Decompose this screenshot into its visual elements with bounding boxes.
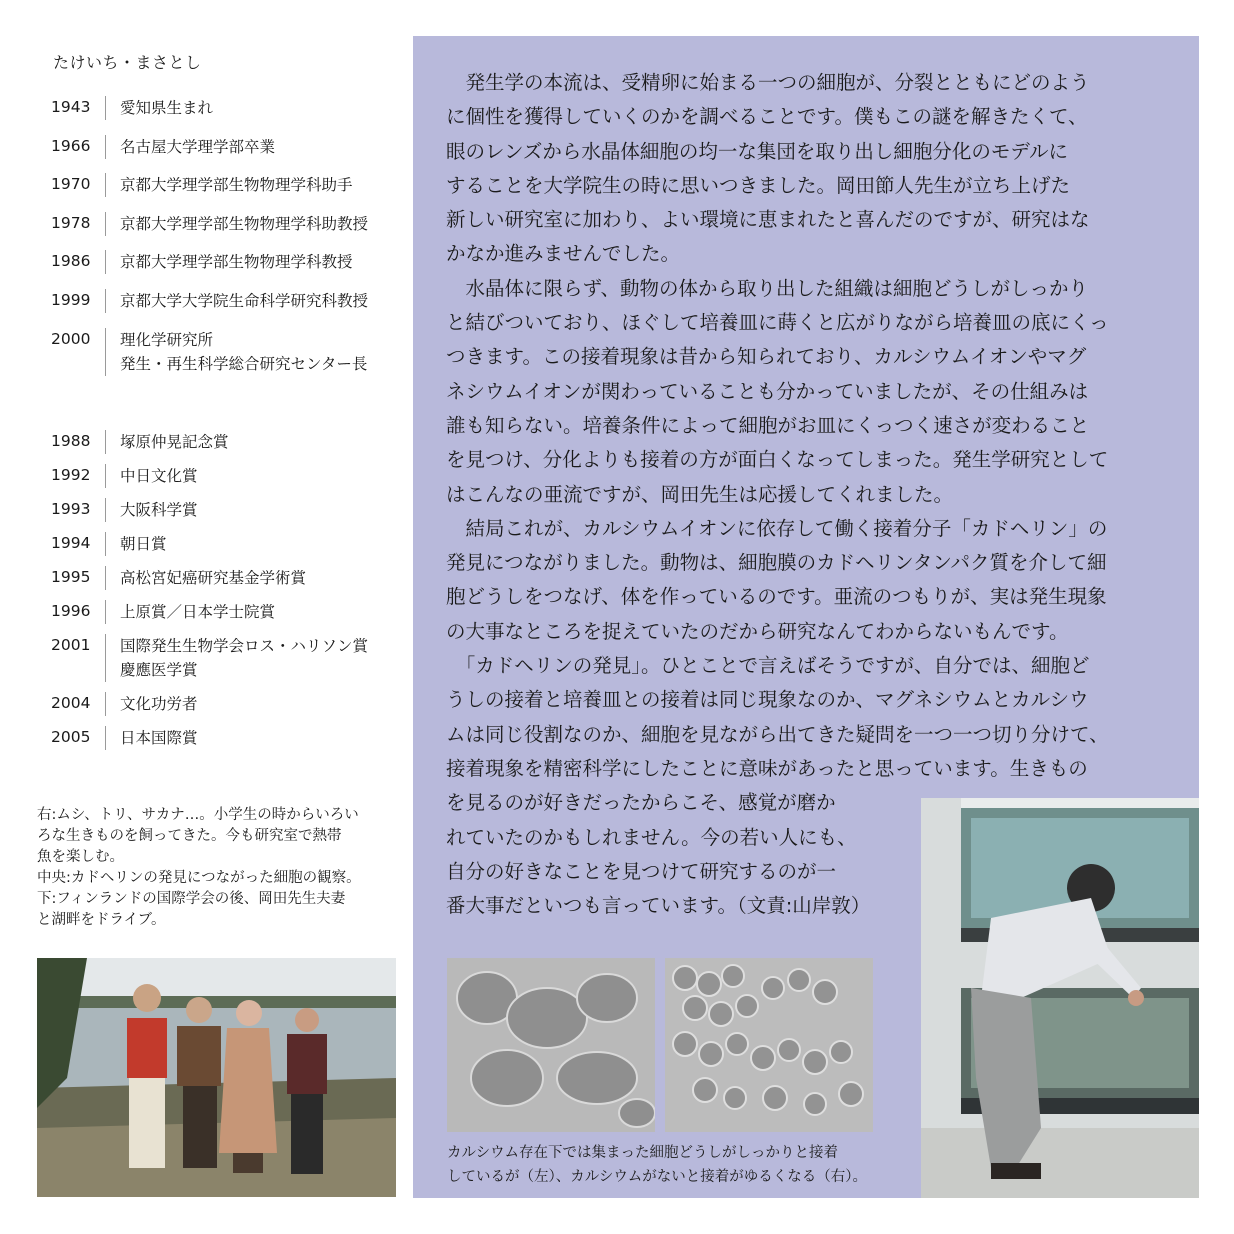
career-description: [105, 328, 367, 376]
article-line: を見るのが好きだったからこそ、感覚が磨か: [446, 791, 836, 815]
awards-description-line: 国際発生生物学会ロス・ハリソン賞: [120, 637, 369, 655]
lake-photo: [37, 958, 396, 1197]
career-description: [105, 173, 353, 197]
awards-description-line: 朝日賞: [120, 535, 167, 553]
article-line: 「カドヘリンの発見」。ひとことで言えばそうですが、自分では、細胞ど: [446, 654, 1090, 678]
caption-line: 右:ムシ、トリ、サカナ…。小学生の時からいろい: [37, 807, 359, 823]
career-description: [105, 289, 368, 313]
awards-year: 1995: [51, 568, 91, 586]
career-description-line: 愛知県生まれ: [120, 99, 214, 117]
micrograph-caption: [447, 1141, 897, 1189]
caption-line: 中央:カドヘリンの発見につながった細胞の観察。: [37, 870, 361, 886]
awards-row: [51, 464, 401, 488]
awards-description-line: 中日文化賞: [120, 467, 198, 485]
awards-description: [105, 726, 198, 750]
article-line: 誰も知らない。培養条件によって細胞がお皿にくっつく速さが変わること: [446, 413, 1090, 437]
career-year: 1966: [51, 137, 91, 155]
awards-row: [51, 498, 401, 522]
article-line: 自分の好きなことを見つけて研究するのが一: [446, 859, 837, 883]
career-year: 1986: [51, 252, 91, 270]
caption-line: と湖畔をドライブ。: [37, 912, 166, 928]
article-line: 発生学の本流は、受精卵に始まる一つの細胞が、分裂とともにどのよう: [446, 71, 1090, 94]
career-row: [51, 173, 401, 197]
profile-name: たけいち・まさとし: [53, 53, 202, 72]
awards-description: [105, 430, 229, 454]
caption-line: ろな生きものを飼ってきた。今も研究室で熱帯: [37, 828, 342, 844]
career-description-line: 京都大学理学部生物物理学科助手: [120, 176, 353, 194]
awards-year: 2004: [51, 694, 91, 712]
article-line: 接着現象を精密科学にしたことに意味があったと思っています。生きもの: [446, 756, 1088, 780]
awards-description: [105, 566, 306, 590]
career-row: [51, 212, 401, 236]
article-line: かなか進みませんでした。: [446, 242, 681, 266]
career-description-line: 発生・再生科学総合研究センター長: [120, 355, 368, 373]
article-line: 胞どうしをつなげ、体を作っているのです。亜流のつもりが、実は発生現象: [446, 585, 1107, 609]
awards-description: [105, 498, 198, 522]
awards-description-line: 上原賞／日本学士院賞: [120, 603, 276, 621]
awards-row: [51, 430, 401, 454]
awards-description-line: 慶應医学賞: [120, 661, 198, 679]
career-year: 1970: [51, 175, 91, 193]
micrograph-caption-line: カルシウム存在下では集まった細胞どうしがしっかりと接着: [447, 1145, 838, 1161]
career-row: [51, 289, 401, 313]
awards-description-line: 文化功労者: [120, 695, 198, 713]
career-description-line: 京都大学大学院生命科学研究科教授: [120, 292, 369, 310]
article-line: ネシウムイオンが関わっていることも分かっていましたが、その仕組みは: [446, 379, 1089, 403]
career-description: [105, 250, 353, 274]
awards-row: [51, 566, 401, 590]
career-description: [105, 212, 368, 236]
article-line: 番大事だといつも言っています。（文責:山岸敦）: [446, 894, 871, 918]
career-row: [51, 135, 401, 159]
micrograph-without-calcium: [665, 958, 873, 1132]
awards-year: 1988: [51, 432, 91, 450]
career-description-line: 京都大学理学部生物物理学科助教授: [120, 215, 369, 233]
lab-photo: [921, 798, 1199, 1198]
career-description-line: 理化学研究所: [120, 331, 214, 349]
awards-year: 1992: [51, 466, 91, 484]
awards-description: [105, 692, 198, 716]
micrograph-with-calcium: [447, 958, 655, 1132]
awards-year: 1993: [51, 500, 91, 518]
awards-year: 2005: [51, 728, 91, 746]
career-row: [51, 250, 401, 274]
article-line: を見つけ、分化よりも接着の方が面白くなってしまった。発生学研究として: [446, 448, 1109, 472]
photo-caption-left: [37, 805, 402, 931]
article-body: [446, 66, 1186, 923]
article-line: はこんなの亜流ですが、岡田先生は応援してくれました。: [446, 482, 954, 506]
article-line: の大事なところを捉えていたのだから研究なんてわからないもんです。: [446, 619, 1069, 643]
career-row: [51, 328, 401, 376]
awards-year: 2001: [51, 636, 91, 654]
career-year: 1999: [51, 291, 91, 309]
awards-row: [51, 692, 401, 716]
awards-description-line: 塚原仲晃記念賞: [120, 433, 229, 451]
career-description-line: 名古屋大学理学部卒業: [120, 138, 276, 156]
article-line: 新しい研究室に加わり、よい環境に恵まれたと喜んだのですが、研究はな: [446, 208, 1090, 232]
article-line: に個性を獲得していくのかを調べることです。僕もこの謎を解きたくて、: [446, 105, 1088, 129]
micrograph-caption-line: しているが（左）、カルシウムがないと接着がゆるくなる（右）。: [447, 1169, 867, 1185]
awards-year: 1994: [51, 534, 91, 552]
awards-description: [105, 600, 275, 624]
article-line: ムは同じ役割なのか、細胞を見ながら出てきた疑問を一つ一つ切り分けて、: [446, 722, 1109, 746]
article-line: 発見につながりました。動物は、細胞膜のカドヘリンタンパク質を介して細: [446, 551, 1107, 575]
awards-description-line: 日本国際賞: [120, 729, 198, 747]
article-line: つきます。この接着現象は昔から知られており、カルシウムイオンやマグ: [446, 345, 1087, 369]
article-line: と結びついており、ほぐして培養皿に蒔くと広がりながら培養皿の底にくっ: [446, 311, 1109, 335]
career-description: [105, 135, 275, 159]
career-description-line: 京都大学理学部生物物理学科教授: [120, 253, 353, 271]
awards-description: [105, 532, 167, 556]
article-line: 水晶体に限らず、動物の体から取り出した組織は細胞どうしがしっかり: [446, 276, 1088, 300]
article-line: 結局これが、カルシウムイオンに依存して働く接着分子「カドヘリン」の: [446, 516, 1108, 540]
caption-line: 下:フィンランドの国際学会の後、岡田先生夫妻: [37, 891, 346, 907]
awards-row: [51, 634, 401, 682]
awards-row: [51, 726, 401, 750]
article-line: 眼のレンズから水晶体細胞の均一な集団を取り出し細胞分化のモデルに: [446, 139, 1068, 163]
awards-row: [51, 600, 401, 624]
career-year: 2000: [51, 330, 91, 348]
caption-line: 魚を楽しむ。: [37, 849, 124, 865]
career-year: 1943: [51, 98, 91, 116]
awards-description: [105, 464, 198, 488]
awards-description-line: 大阪科学賞: [120, 501, 198, 519]
article-line: することを大学院生の時に思いつきました。岡田節人先生が立ち上げた: [446, 173, 1071, 197]
awards-description-line: 高松宮妃癌研究基金学術賞: [120, 569, 307, 587]
article-line: うしの接着と培養皿との接着は同じ現象なのか、マグネシウムとカルシウ: [446, 688, 1089, 712]
career-description: [105, 96, 213, 120]
awards-description: [105, 634, 368, 682]
awards-row: [51, 532, 401, 556]
awards-year: 1996: [51, 602, 91, 620]
career-row: [51, 96, 401, 120]
article-line: れていたのかもしれません。今の若い人にも、: [446, 825, 857, 849]
career-year: 1978: [51, 214, 91, 232]
